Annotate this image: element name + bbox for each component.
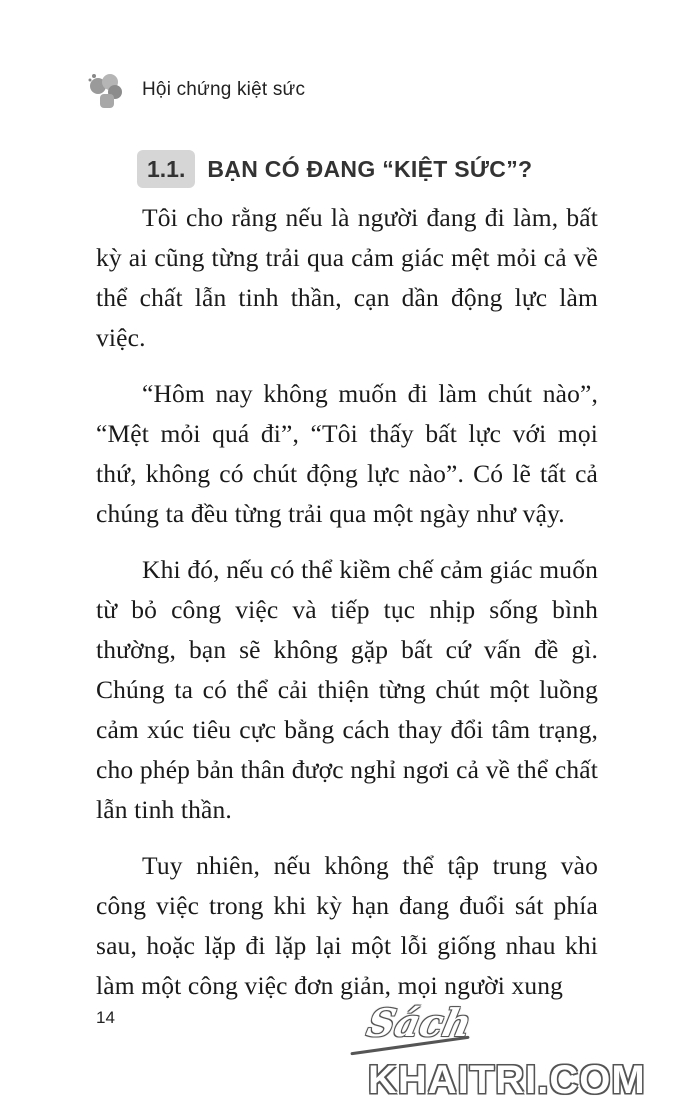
paragraph: Tuy nhiên, nếu không thể tập trung vào công việc trong khi kỳ hạn đang đuổi sát phía sau, hoặc lặp đi lặp lại một lỗi giống nhau khi làm một công việc đơn giản, mọi người xung <box>96 851 598 1000</box>
section-number: 1.1. <box>137 150 195 188</box>
watermark-brand: KHAITRI.COM <box>368 1058 646 1102</box>
paragraph: “Hôm nay không muốn đi làm chút nào”, “Mệt mỏi quá đi”, “Tôi thấy bất lực với mọi thứ, không có chút động lực nào”. Có lẽ tất cả chúng ta đều từng trải qua một ngày như vậy. <box>96 379 598 528</box>
watermark-logo <box>363 1000 688 1110</box>
watermark-script: Sách <box>363 1000 476 1045</box>
body-text <box>96 198 598 1022</box>
paragraph: Tôi cho rằng nếu là người đang đi làm, bất kỳ ai cũng từng trải qua cảm giác mệt mỏi cả về thể chất lẫn tinh thần, cạn dần động lực làm việc. <box>96 203 598 352</box>
paragraph: Khi đó, nếu có thể kiềm chế cảm giác muốn từ bỏ công việc và tiếp tục nhịp sống bình thường, bạn sẽ không gặp bất cứ vấn đề gì. Chúng ta có thể cải thiện từng chút một luồng cảm xúc tiêu cực bằng cách thay đổi tâm trạng, cho phép bản thân được nghỉ ngơi cả về thể chất lẫn tinh thần. <box>96 555 598 824</box>
section-title: BẠN CÓ ĐANG “KIỆT SỨC”? <box>207 155 533 182</box>
tired-person-icon <box>88 70 128 110</box>
section-heading <box>137 150 532 188</box>
running-header <box>88 68 305 112</box>
page-number: 14 <box>96 1008 115 1027</box>
running-header-title: Hội chứng kiệt sức <box>142 79 306 100</box>
